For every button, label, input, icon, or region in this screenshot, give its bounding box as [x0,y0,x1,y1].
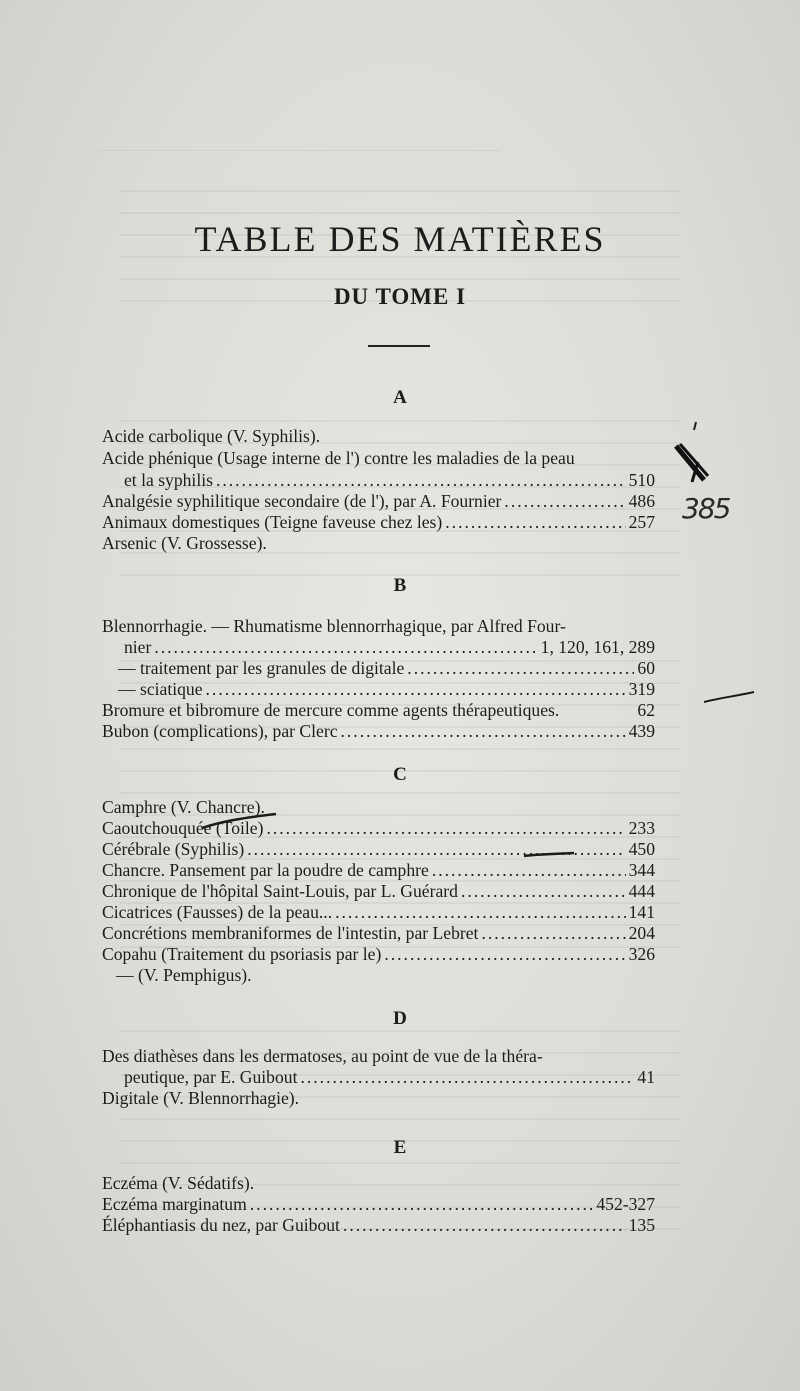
index-entry [102,1194,655,1215]
index-entry [102,616,655,637]
page-number: 452-327 [596,1194,655,1214]
index-entry [102,944,655,965]
section-letter-c: C [393,764,407,785]
pen-dash-mark [700,688,760,708]
entry-text: Chancre. Pansement par la poudre de camphre [102,860,429,880]
index-entry [102,881,655,902]
index-entry [102,797,655,818]
section-letter-d: D [393,1008,407,1029]
index-entry [102,860,655,881]
margin-note-handwritten: 385 [682,492,730,525]
page-number: 450 [628,839,655,859]
entry-text: Acide carbolique (V. Syphilis). [102,426,321,446]
page-number: 257 [628,512,655,532]
entry-text: Acide phénique (Usage interne de l') contre les maladies de la peau [102,448,575,468]
entry-text: Eczéma marginatum [102,1194,247,1214]
page-number: 141 [628,902,655,922]
page-number: 344 [628,860,655,880]
entry-text: Bubon (complications), par Clerc [102,721,338,741]
index-entry [102,491,655,512]
page-number: 439 [628,721,655,741]
page-number: 319 [628,679,655,699]
index-entry [102,1215,655,1236]
entry-text: — traitement par les granules de digitale [118,658,405,678]
page-number: 233 [628,818,655,838]
entry-text: Digitale (V. Blennorrhagie). [102,1088,300,1108]
index-entry [102,1046,655,1067]
page-number: 510 [628,470,655,490]
entry-text: Concrétions membraniformes de l'intestin, par Lebret [102,923,479,943]
page-number: 135 [628,1215,655,1235]
index-entry [102,1088,655,1109]
section-letter-e: E [393,1137,407,1158]
page-number: 41 [637,1067,655,1087]
section-letter-a: A [393,387,407,408]
pen-underline-mark [520,848,580,862]
index-entry [116,965,655,986]
pen-check-mark [664,418,724,488]
index-entry [102,512,655,533]
entry-text: Cérébrale (Syphilis) [102,839,245,859]
entry-text: peutique, par E. Guibout [124,1067,298,1087]
entry-text: et la syphilis [124,470,213,490]
index-entry [102,700,655,721]
index-entry [102,1173,655,1194]
entry-text: — sciatique [118,679,203,699]
index-entry [124,637,655,658]
index-entry [102,818,655,839]
index-entry [102,426,655,447]
page-number: 486 [628,491,655,511]
page-title: TABLE DES MATIÈRES [194,219,606,259]
page-number: 60 [637,658,655,678]
index-entry [102,448,655,469]
title-rule [368,345,430,347]
page-subtitle: DU TOME I [333,284,467,309]
page-number: 204 [628,923,655,943]
entry-text: Analgésie syphilitique secondaire (de l'), par A. Fournier [102,491,502,511]
entry-text: Chronique de l'hôpital Saint-Louis, par L. Guérard [102,881,458,901]
index-entry [124,1067,655,1088]
index-entry [118,679,655,700]
index-entry [118,658,655,679]
index-entry [102,902,655,923]
entry-text: Des diathèses dans les dermatoses, au point de vue de la théra- [102,1046,543,1066]
index-entry [124,470,655,491]
entry-text: Arsenic (V. Grossesse). [102,533,267,553]
entry-text: Copahu (Traitement du psoriasis par le) [102,944,382,964]
page-number: 444 [628,881,655,901]
page-number: 62 [637,700,655,720]
entry-text: Cicatrices (Fausses) de la peau... [102,902,333,922]
entry-text: Camphre (V. Chancre). [102,797,265,817]
entry-text: Caoutchouquée (Toile) [102,818,264,838]
index-entry [102,721,655,742]
section-letter-b: B [393,575,407,596]
pen-strike-mark [200,808,280,832]
entry-text: Animaux domestiques (Teigne faveuse chez les) [102,512,443,532]
entry-text: — (V. Pemphigus). [116,965,252,985]
entry-text: Bromure et bibromure de mercure comme agents thérapeutiques. [102,700,560,720]
entry-text: nier [124,637,152,657]
page-number: 326 [628,944,655,964]
page-number: 1, 120, 161, 289 [540,637,655,657]
index-entry [102,923,655,944]
entry-text: Éléphantiasis du nez, par Guibout [102,1215,340,1235]
entry-text: Blennorrhagie. — Rhumatisme blennorrhagique, par Alfred Four- [102,616,566,636]
entry-text: Eczéma (V. Sédatifs). [102,1173,255,1193]
index-entry [102,533,655,554]
